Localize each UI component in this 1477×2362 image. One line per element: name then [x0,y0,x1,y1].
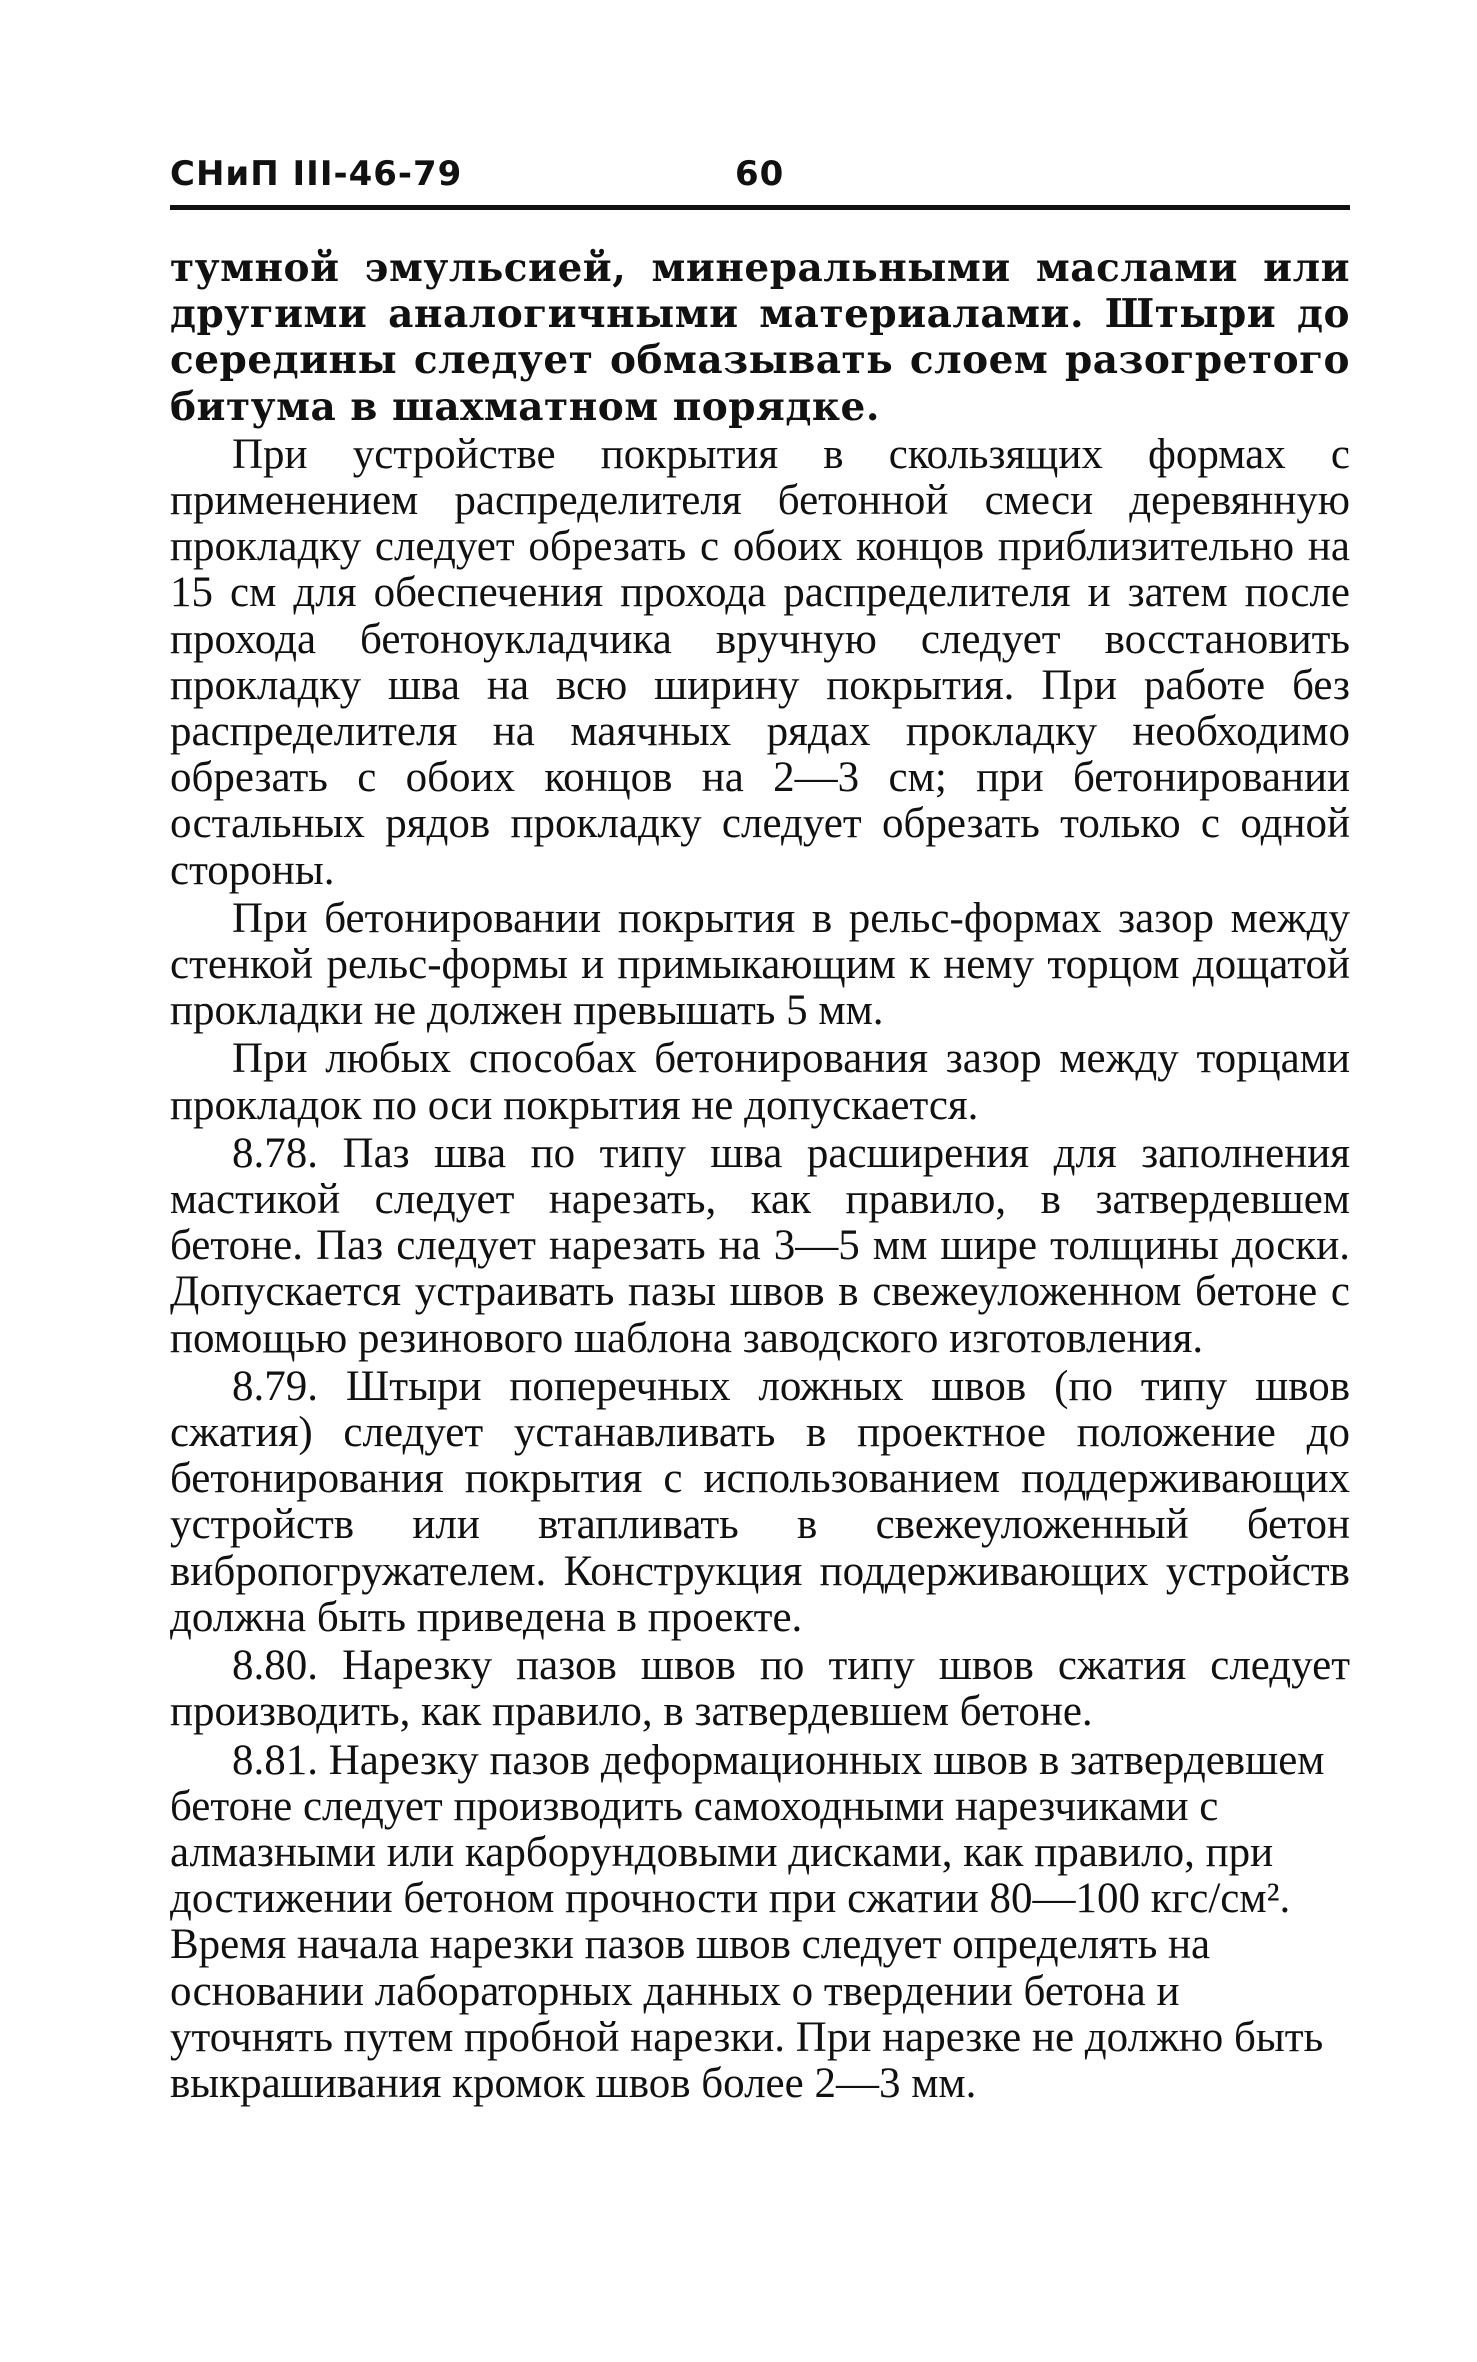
clause-8-80: 8.80. Нарезку пазов швов по типу швов сжатия следует производить, как правило, в затвердевшем бетоне. [170,1642,1350,1736]
clause-8-79: 8.79. Штыри поперечных ложных швов (по типу швов сжатия) следует устанавливать в проектное положение до бетонирования покрытия с использованием поддерживающих устройств или втапливать в свежеуложенный бетон вибропогружателем. Конструкция поддерживающих устройств должна быть приведена в проекте. [170,1362,1350,1641]
paragraph-continuation: тумной эмульсией, минеральными маслами или другими аналогичными материалами. Штыри до середины следует обмазывать слоем разогретого битума в шахматном порядке. [170,245,1350,430]
clause-8-78: 8.78. Паз шва по типу шва расширения для заполнения мастикой следует нарезать, как правило, в затвердевшем бетоне. Паз следует нарезать на 3—5 мм шире толщины доски. Допускается устраивать пазы швов в свежеуложенном бетоне с помощью резинового шаблона заводского изготовления. [170,1129,1350,1362]
paragraph: При устройстве покрытия в скользящих формах с применением распределителя бетонной смеси деревянную прокладку следует обрезать с обоих концов приблизительно на 15 см для обеспечения прохода распределителя и затем после прохода бетоноукладчика вручную следует восстановить прокладку шва на всю ширину покрытия. При работе без распределителя на маячных рядах прокладку необходимо обрезать с обоих концов на 2—3 см; при бетонировании остальных рядов прокладку следует обрезать только с одной стороны. [170,430,1350,894]
page-number: 60 [735,154,785,194]
page-header [170,150,1350,200]
document-page [170,150,1350,2107]
paragraph: При бетонировании покрытия в рельс-формах зазор между стенкой рельс-формы и примыкающим к нему торцом дощатой прокладки не должен превышать 5 мм. [170,894,1350,1035]
header-rule [170,205,1350,210]
paragraph: При любых способах бетонирования зазор между торцами прокладок по оси покрытия не допускается. [170,1035,1350,1129]
page-body [170,245,1350,2109]
document-code: СНиП III-46-79 [170,154,463,194]
clause-8-81: 8.81. Нарезку пазов деформационных швов в затвердевшем бетоне следует производить самоходными нарезчиками с алмазными или карборундовыми дисками, как правило, при достижении бетоном прочности при сжатии 80—100 кгс/см². Время начала нарезки пазов швов следует определять на основании лабораторных данных о твердении бетона и уточнять путем пробной нарезки. При нарезке не должно быть выкрашивания кромок швов более 2—3 мм. [170,1736,1325,2107]
